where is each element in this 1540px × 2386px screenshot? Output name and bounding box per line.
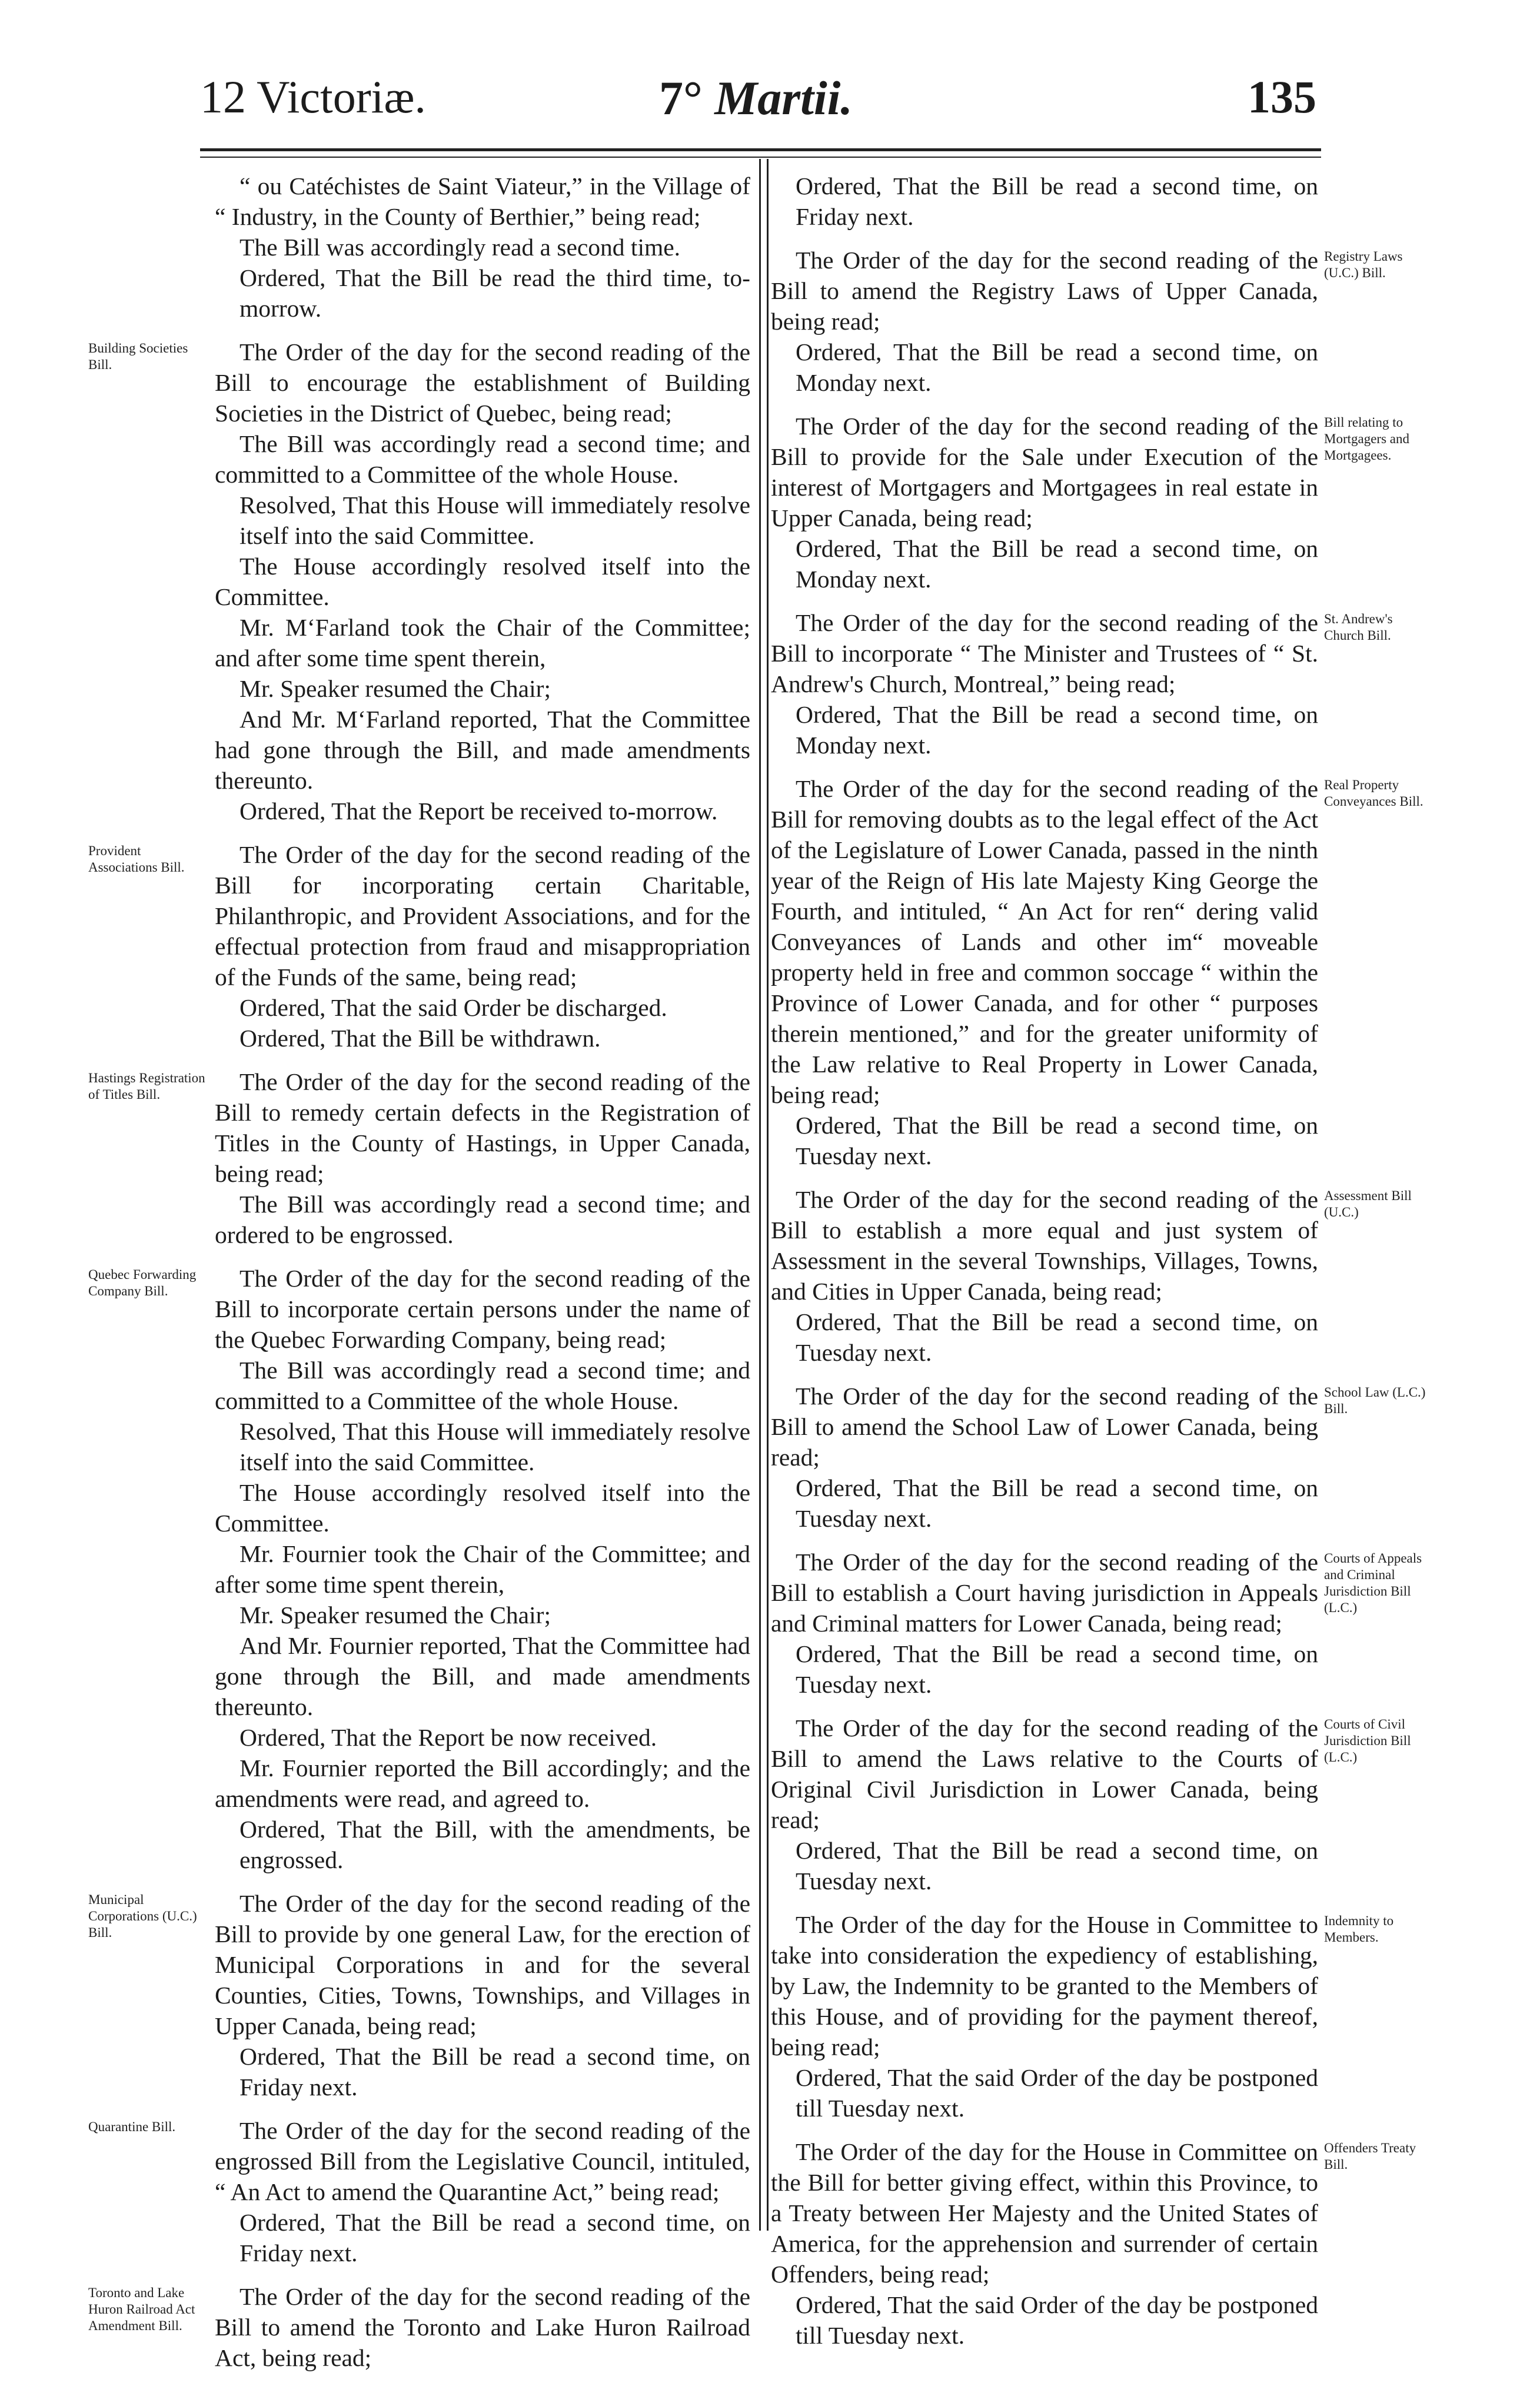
entry-line: Ordered, That the Bill be read a second time, on Monday next. — [796, 535, 1318, 593]
entry-line: The Order of the day for the second reading of the Bill to remedy certain defects in the Registration of Titles in the County of Hastings, in Upper Canada, being read; — [215, 1068, 750, 1187]
entry-line: Ordered, That the Bill be read a second time, on Tuesday next. — [796, 1112, 1318, 1169]
entry-line: The Order of the day for the House in Committee on the Bill for better giving effect, within this Province, to a Treaty between Her Majesty and the United States of America, for the apprehension and surrender of certain Offenders, being read; — [771, 2138, 1318, 2288]
entry-line: Ordered, That the Bill be read a second time, on Tuesday next. — [796, 1474, 1318, 1532]
entry-line: The Order of the day for the House in Committee to take into consideration the expediency of establishing, by Law, the Indemnity to be granted to the Members of this House, and of providing for the payment thereof, being read; — [771, 1911, 1318, 2061]
entry-line: The Order of the day for the second reading of the Bill to amend the Laws relative to the Courts of Original Civil Jurisdiction in Lower Canada, being read; — [771, 1714, 1318, 1833]
entry-line: The Order of the day for the second reading of the Bill to amend the School Law of Lower Canada, being read; — [771, 1383, 1318, 1471]
margin-note-indemnity: Indemnity to Members. — [1324, 1913, 1394, 1945]
margin-note-assessment: Assessment Bill (U.C.) — [1324, 1188, 1412, 1219]
margin-note-schoollaw: School Law (L.C.) Bill. — [1324, 1385, 1426, 1416]
entry-line: The Order of the day for the second reading of the Bill for incorporating certain Charitable, Philanthropic, and Provident Associations, and for the effectual protection from fraud and misappropriation of the Funds of the same, being read; — [215, 841, 750, 991]
entry-line: And Mr. Fournier reported, That the Committee had gone through the Bill, and made amendments thereunto. — [215, 1632, 750, 1720]
entry-line: “ ou Catéchistes de Saint Viateur,” in the Village of “ Industry, in the County of Berthier,” being read; — [215, 172, 750, 230]
column-divider — [759, 159, 769, 2231]
entry-line: The Bill was accordingly read a second time; and committed to a Committee of the whole House. — [215, 1357, 750, 1414]
entry-line: The House accordingly resolved itself into the Committee. — [215, 553, 750, 610]
entry-line: Mr. Speaker resumed the Chair; — [240, 675, 551, 702]
right-column — [771, 171, 1318, 2364]
entry-line: Ordered, That the said Order of the day be postponed till Tuesday next. — [796, 2291, 1318, 2349]
entry-line: Ordered, That the Bill be read the third time, to-morrow. — [240, 264, 750, 322]
journal-entry-civil — [771, 1713, 1318, 1896]
header-date — [659, 71, 853, 141]
entry-line: Mr. M‘Farland took the Chair of the Committee; and after some time spent therein, — [215, 614, 750, 672]
entry-line: Mr. Fournier took the Chair of the Committee; and after some time spent therein, — [215, 1540, 750, 1598]
journal-entry-schoollaw — [771, 1381, 1318, 1534]
page-number: 135 — [1248, 71, 1316, 122]
entry-line: Ordered, That the Bill be read a second time, on Friday next. — [240, 2209, 750, 2267]
entry-line: The Order of the day for the second reading of the Bill to amend the Registry Laws of Upper Canada, being read; — [771, 247, 1318, 335]
journal-entry-realproperty — [771, 773, 1318, 1171]
journal-entry-quebec — [215, 1263, 750, 1875]
entry-line: Mr. Speaker resumed the Chair; — [240, 1601, 551, 1629]
entry-line: Ordered, That the Bill be read a second time, on Friday next. — [240, 2043, 750, 2101]
header-rule-thin — [200, 157, 1321, 158]
margin-note-civil: Courts of Civil Jurisdiction Bill (L.C.) — [1324, 1717, 1411, 1764]
margin-note-quebec: Quebec Forwarding Company Bill. — [88, 1267, 197, 1298]
entry-line: Ordered, That the Bill, with the amendments, be engrossed. — [240, 1816, 750, 1873]
entry-line: Ordered, That the Bill be read a second time, on Tuesday next. — [796, 1308, 1318, 1366]
journal-entry-standrews — [771, 607, 1318, 760]
entry-line: The Order of the day for the second reading of the Bill to provide by one general Law, for the erection of Municipal Corporations in and for the several Counties, Cities, Towns, Townships, and Villages in Upper Canada, being read; — [215, 1890, 750, 2039]
entry-line: The Order of the day for the second reading of the Bill to provide for the Sale under Execution of the interest of Mortgagers and Mortgagees in real estate in Upper Canada, being read; — [771, 413, 1318, 531]
margin-note-appeals: Courts of Appeals and Criminal Jurisdiction Bill (L.C.) — [1324, 1551, 1422, 1615]
entry-line: And Mr. M‘Farland reported, That the Committee had gone through the Bill, and made amendments thereunto. — [215, 706, 750, 794]
entry-line: Ordered, That the said Order of the day be postponed till Tuesday next. — [796, 2064, 1318, 2122]
journal-entry-provident — [215, 839, 750, 1054]
entry-line: The Order of the day for the second reading of the Bill to encourage the establishment of Building Societies in the District of Quebec, being read; — [215, 338, 750, 427]
entry-line: Resolved, That this House will immediately resolve itself into the said Committee. — [240, 491, 750, 549]
journal-entry-quarantine — [215, 2115, 750, 2268]
margin-note-offenders: Offenders Treaty Bill. — [1324, 2141, 1416, 2172]
journal-entry-mortgagers — [771, 411, 1318, 594]
journal-entry-toronto — [215, 2281, 750, 2373]
journal-entry-appeals — [771, 1547, 1318, 1700]
entry-line: Resolved, That this House will immediately resolve itself into the said Committee. — [240, 1418, 750, 1476]
journal-entry-industry — [215, 171, 750, 324]
entry-line: Ordered, That the Report be now received. — [240, 1724, 657, 1751]
entry-line: The Order of the day for the second reading of the Bill to incorporate certain persons under the name of the Quebec Forwarding Company, being read; — [215, 1265, 750, 1353]
entry-line: The Order of the day for the second reading of the Bill for removing doubts as to the legal effect of the Act of the Legislature of Lower Canada, passed in the ninth year of the Reign of His late Majesty King George the Fourth, and intituled, “ An Act for ren“ dering valid Conveyances of Lands and other im“ moveable property held in free and common soccage “ within the Province of Lower Canada, and for other “ purposes therein mentioned,” and for the greater uniformity of the Law relative to Real Property in Lower Canada, being read; — [771, 775, 1318, 1108]
entry-line: Ordered, That the Report be received to-morrow. — [240, 797, 718, 825]
header-day: 7° — [659, 71, 703, 125]
journal-entry-offenders — [771, 2136, 1318, 2351]
entry-line: Ordered, That the Bill be read a second time, on Tuesday next. — [796, 1640, 1318, 1698]
margin-note-building: Building Societies Bill. — [88, 341, 188, 372]
journal-entry-building — [215, 337, 750, 826]
entry-line: Mr. Fournier reported the Bill accordingly; and the amendments were read, and agreed to. — [215, 1754, 750, 1812]
entry-line: The Bill was accordingly read a second time; and committed to a Committee of the whole House. — [215, 430, 750, 488]
entry-line: The Bill was accordingly read a second time; and ordered to be engrossed. — [215, 1191, 750, 1248]
entry-line: Ordered, That the Bill be withdrawn. — [240, 1025, 601, 1052]
entry-line: The Bill was accordingly read a second time. — [240, 234, 681, 261]
journal-entry-friday — [771, 171, 1318, 232]
header-left: 12 Victoriæ. — [200, 71, 426, 122]
margin-note-hastings: Hastings Registration of Titles Bill. — [88, 1071, 205, 1102]
entry-line: The Order of the day for the second reading of the Bill to establish a Court having jurisdiction in Appeals and Criminal matters for Lower Canada, being read; — [771, 1548, 1318, 1637]
journal-entry-assessment — [771, 1184, 1318, 1368]
journal-entry-registry — [771, 245, 1318, 398]
margin-note-provident: Provident Associations Bill. — [88, 843, 185, 875]
margin-note-municipal: Municipal Corporations (U.C.) Bill. — [88, 1892, 197, 1940]
margin-note-mortgagers: Bill relating to Mortgagers and Mortgagees. — [1324, 415, 1409, 463]
entry-line: The House accordingly resolved itself into the Committee. — [215, 1479, 750, 1537]
entry-line: Ordered, That the Bill be read a second time, on Monday next. — [796, 701, 1318, 759]
entry-line: The Order of the day for the second reading of the engrossed Bill from the Legislative Council, intituled, “ An Act to amend the Quarantine Act,” being read; — [215, 2117, 750, 2205]
entry-line: Ordered, That the Bill be read a second time, on Tuesday next. — [796, 1837, 1318, 1895]
journal-entry-indemnity — [771, 1909, 1318, 2124]
header-month: Martii. — [714, 71, 853, 125]
journal-entry-hastings — [215, 1066, 750, 1250]
entry-line: Ordered, That the said Order be discharged. — [240, 994, 667, 1021]
entry-line: The Order of the day for the second reading of the Bill to amend the Toronto and Lake Huron Railroad Act, being read; — [215, 2283, 750, 2371]
margin-note-quarantine: Quarantine Bill. — [88, 2119, 176, 2134]
margin-note-toronto: Toronto and Lake Huron Railroad Act Amendment Bill. — [88, 2285, 195, 2333]
header-rule — [200, 148, 1321, 151]
margin-note-standrews: St. Andrew's Church Bill. — [1324, 612, 1393, 643]
left-column — [215, 171, 750, 2386]
journal-entry-municipal — [215, 1888, 750, 2102]
entry-line: The Order of the day for the second reading of the Bill to incorporate “ The Minister and Trustees of “ St. Andrew's Church, Montreal,” being read; — [771, 609, 1318, 697]
margin-note-realproperty: Real Property Conveyances Bill. — [1324, 777, 1423, 809]
entry-line: Ordered, That the Bill be read a second time, on Monday next. — [796, 338, 1318, 396]
entry-line: The Order of the day for the second reading of the Bill to establish a more equal and just system of Assessment in the several Townships, Villages, Towns, and Cities in Upper Canada, being read; — [771, 1186, 1318, 1305]
margin-note-registry: Registry Laws (U.C.) Bill. — [1324, 249, 1403, 280]
entry-line: Ordered, That the Bill be read a second time, on Friday next. — [796, 172, 1318, 230]
